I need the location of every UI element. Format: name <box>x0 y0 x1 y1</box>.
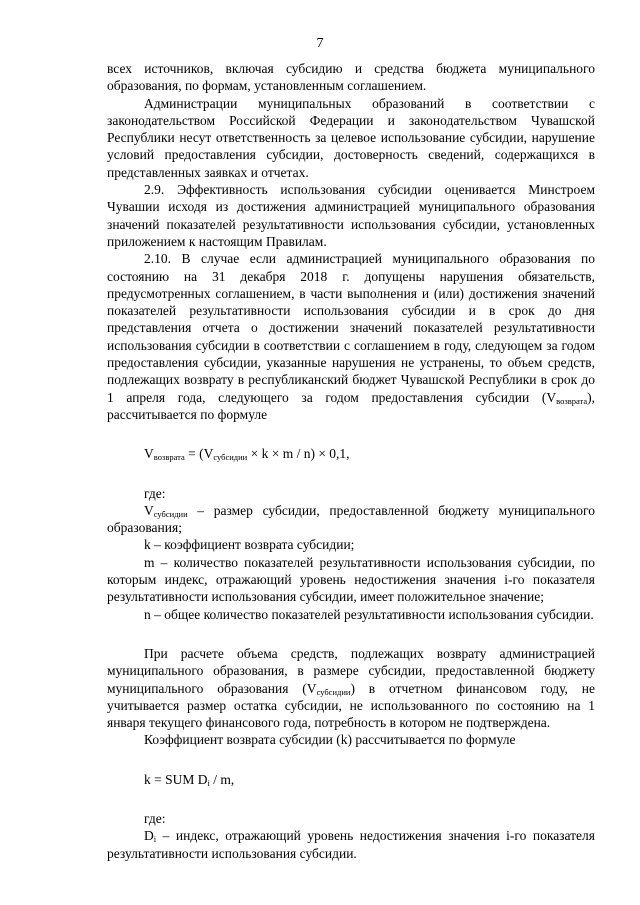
def-v-text: – размер субсидии, предоставленной бюджету муниципального образования; <box>107 502 595 536</box>
subscript-vozvrata: возврата <box>556 395 588 406</box>
p5-after: ) в отчетном финансовом году, не учитывается размер остатка субсидии, не использованного по состоянию на 1 января текущего финансового года, потребность в котором не подтверждена. <box>107 680 595 731</box>
formula-coefficient <box>107 771 595 788</box>
document-body <box>107 60 595 862</box>
definition-v <box>107 502 595 537</box>
p5-sub: субсидии <box>316 686 351 697</box>
definition-m: m – количество показателей результативности использования субсидии, по которым индекс, отражающий уровень недостижения значения i-го показателя результативности использования субсидии, имеет положительное значение; <box>107 554 595 605</box>
def-v-symbol: V <box>144 502 154 518</box>
definition-d <box>107 827 595 862</box>
paragraph-2-10 <box>107 250 595 423</box>
formula-return-volume <box>107 445 595 462</box>
formula2-sub: i <box>207 777 210 788</box>
formula-rhs: × k × m / n) × 0,1, <box>247 446 350 462</box>
def-d-text: – индекс, отражающий уровень недостижения значения i-го показателя результативности использования субсидии. <box>107 828 595 861</box>
formula2-before: k = SUM D <box>144 771 208 787</box>
where-label-1: где: <box>144 485 166 501</box>
formula2-after: / m, <box>209 771 235 787</box>
page-number: 7 <box>316 36 324 51</box>
p5-before: При расчете объема средств, подлежащих возврату администрацией муниципального образования, в размере субсидии, предоставленной бюджету муниципального образования (V <box>107 645 595 696</box>
definition-n: n – общее количество показателей результативности использования субсидии. <box>144 606 594 622</box>
formula-v-symbol: V <box>144 446 154 462</box>
paragraph-remainder <box>107 645 595 731</box>
def-v-sub: субсидии <box>153 508 188 519</box>
paragraph-2-10-text: 2.10. В случае если администрацией муниципального образования по состоянию на 31 декабря 2018 г. допущены нарушения обязательств, предусмотренных соглашением, в части выполнения и (или) достижения значений показателей результативности использования субсидии и в срок до дня представления отчета о достижении значений показателей результативности использования субсидии в соответствии с соглашением в году, следующем за годом предоставления субсидии, указанные нарушения не устранены, то объем средств, подлежащих возврату в республиканский бюджет Чувашской Республики в срок до 1 апреля года, следующего за годом предоставления субсидии (V <box>107 251 595 405</box>
where-label-2: где: <box>144 810 166 826</box>
formula-v-sub-vozvrata: возврата <box>153 452 185 463</box>
formula-eq-part: = (V <box>184 446 214 462</box>
paragraph-2-10-end: ), рассчитывается по формуле <box>107 389 595 422</box>
paragraph-coefficient: Коэффициент возврата субсидии (k) рассчитывается по формуле <box>144 732 516 748</box>
formula-v-sub-subsidii: субсидии <box>213 452 248 463</box>
paragraph-2-9: 2.9. Эффективность использования субсидии оценивается Минстроем Чувашии исходя из достижения администрацией муниципального образования значений показателей результативности использования субсидии, установленных приложением к настоящим Правилам. <box>107 182 595 249</box>
paragraph-responsibility: Администрации муниципальных образований в соответствии с законодательством Российской Федерации и законодательством Чувашской Республики несут ответственность за целевое использование субсидии, нарушение условий предоставления субсидии, достоверность сведений, содержащихся в представленных заявках и отчетах. <box>107 95 595 180</box>
def-d-symbol: D <box>144 828 154 844</box>
def-d-sub: i <box>153 834 157 845</box>
paragraph-sources: всех источников, включая субсидию и средства бюджета муниципального образования, по формам, установленным соглашением. <box>107 61 595 94</box>
definition-k: k – коэффициент возврата субсидии; <box>144 537 355 553</box>
